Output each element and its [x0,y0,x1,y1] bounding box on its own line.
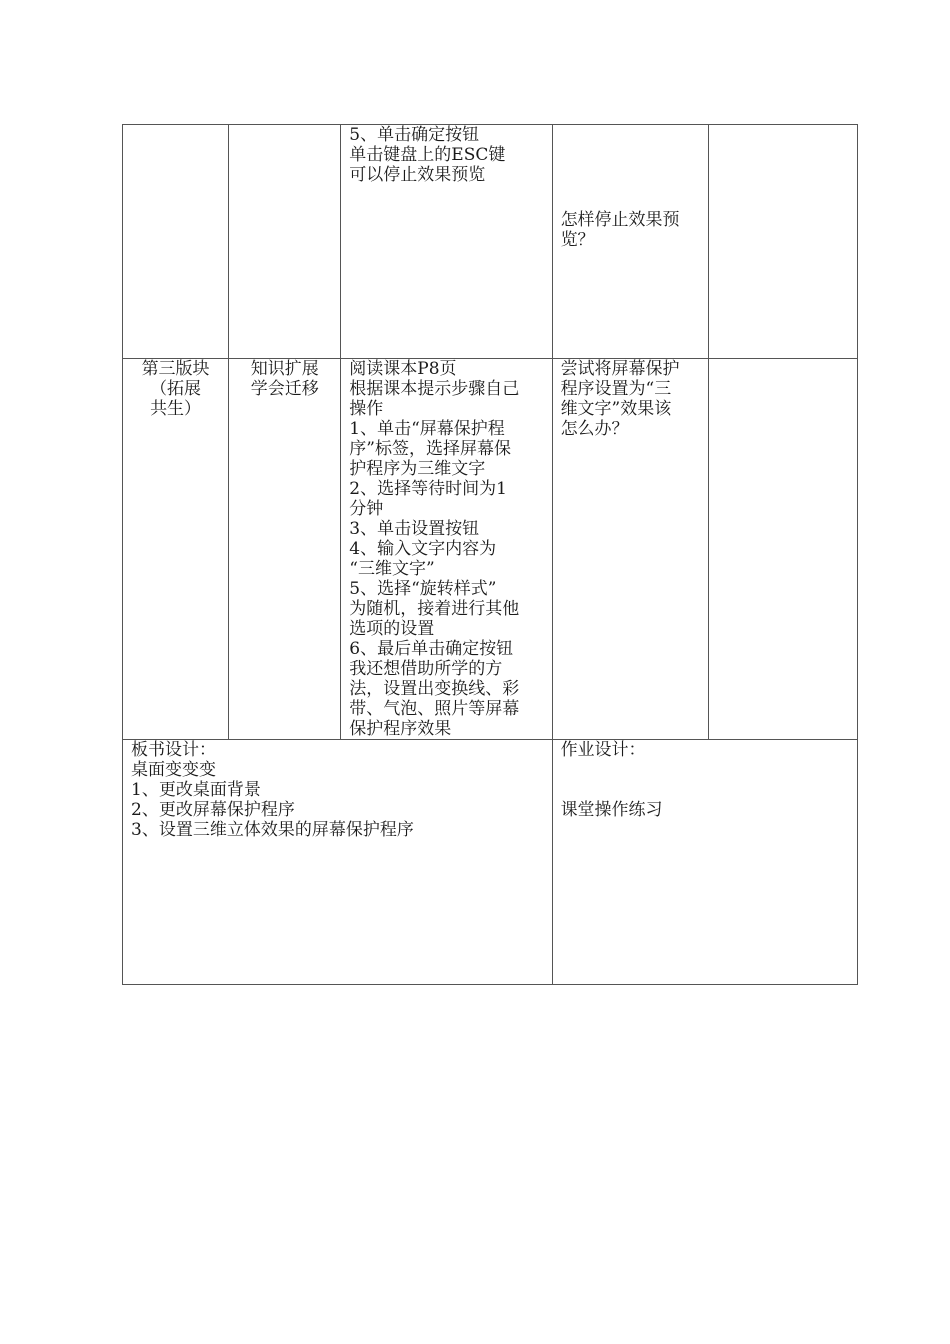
cell-activities [341,359,552,740]
board-design-item: 3、设置三维立体效果的屏幕保护程序 [131,820,414,840]
activity-line: 护程序为三维文字 [349,459,486,479]
cell-section [123,359,229,740]
board-design-title: 桌面变变变 [131,760,216,780]
cell-goal [229,359,341,740]
cell-activity-steps [341,125,552,359]
cell-question [552,125,708,359]
table-row [123,359,858,740]
activity-line: “三维文字” [349,559,435,579]
question-line: 怎么办？ [560,419,629,439]
activity-line: 选项的设置 [349,619,435,639]
question-text: 怎样停止效果预览？ [560,210,680,250]
activity-line: 5、选择“旋转样式” [349,579,497,599]
board-design-cell [123,740,553,985]
board-design-item: 2、更改屏幕保护程序 [131,800,295,820]
cell-notes-empty [708,359,857,740]
board-design-item: 1、更改桌面背景 [131,780,261,800]
activity-line: 法，设置出变换线、彩 [349,679,520,699]
activity-line: 2、选择等待时间为1 [349,479,507,499]
section-line: 共生） [150,399,202,419]
activity-line: 我还想借助所学的方 [349,659,503,679]
cell-section-empty [123,125,229,359]
lesson-plan-table [122,124,858,985]
section-line: 第三版块 [141,359,210,379]
activity-line: 为随机，接着进行其他 [349,599,520,619]
activity-line: 阅读课本P8页 [349,359,457,379]
goal-line: 知识扩展 [250,359,319,379]
activity-line: 3、单击设置按钮 [349,519,480,539]
cell-question [552,359,708,740]
step-line: 单击键盘上的ESC键 [349,145,506,165]
goal-line: 学会迁移 [250,379,319,399]
activity-line: 4、输入文字内容为 [349,539,497,559]
step-line: 5、单击确定按钮 [349,125,480,145]
activity-line: 根据课本提示步骤自己 [349,379,520,399]
question-line: 维文字”效果该 [560,399,672,419]
cell-notes-empty [708,125,857,359]
activity-line: 序”标签，选择屏幕保 [349,439,511,459]
activity-line: 6、最后单击确定按钮 [349,639,514,659]
activity-line: 保护程序效果 [349,719,452,739]
activity-line: 1、单击“屏幕保护程 [349,419,505,439]
activity-line: 操作 [349,399,384,419]
homework-design-cell [552,740,857,985]
board-design-heading: 板书设计： [131,740,216,760]
cell-goal-empty [229,125,341,359]
section-line: （拓展 [150,379,202,399]
question-line: 尝试将屏幕保护 [560,359,680,379]
table-row [123,125,858,359]
activity-line: 带、气泡、照片等屏幕 [349,699,520,719]
table-row [123,740,858,985]
activity-line: 分钟 [349,499,384,519]
homework-heading: 作业设计： [560,740,646,760]
question-line: 程序设置为“三 [560,379,672,399]
step-line: 可以停止效果预览 [349,165,486,185]
homework-content: 课堂操作练习 [560,800,663,820]
